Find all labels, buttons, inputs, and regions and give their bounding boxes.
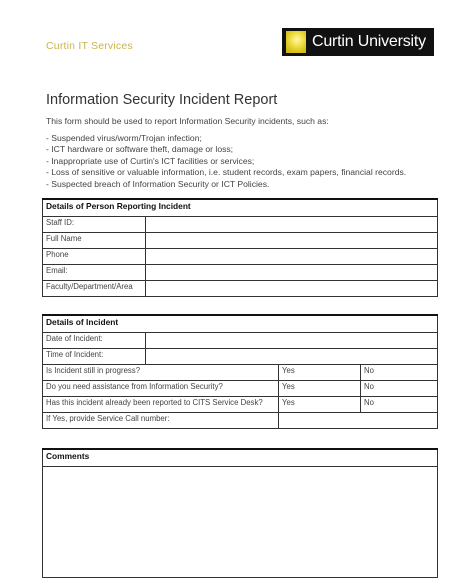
field-label: Staff ID: <box>43 217 146 233</box>
field-label: Date of Incident: <box>43 333 146 349</box>
no-option[interactable]: No <box>361 397 438 413</box>
list-item: - Loss of sensitive or valuable information, i.e. student records, exam papers, financial records. <box>46 167 406 178</box>
section-heading: Details of Incident <box>43 315 438 333</box>
service-call-field[interactable] <box>279 413 438 429</box>
yes-option[interactable]: Yes <box>279 381 361 397</box>
intro-text: This form should be used to report Information Security incidents, such as: <box>46 116 329 126</box>
list-item: - Inappropriate use of Curtin's ICT facilities or services; <box>46 156 406 167</box>
staff-id-field[interactable] <box>146 217 438 233</box>
list-item: - Suspended virus/worm/Trojan infection; <box>46 133 406 144</box>
field-label: Faculty/Department/Area <box>43 281 146 297</box>
section-heading: Comments <box>43 449 438 467</box>
field-label: Email: <box>43 265 146 281</box>
field-label: Time of Incident: <box>43 349 146 365</box>
yes-option[interactable]: Yes <box>279 365 361 381</box>
incident-types-list <box>46 133 406 190</box>
list-item: - ICT hardware or software theft, damage or loss; <box>46 144 406 155</box>
sun-emblem-icon <box>286 31 306 53</box>
question-label: If Yes, provide Service Call number: <box>43 413 279 429</box>
curtin-logo <box>282 28 434 56</box>
phone-field[interactable] <box>146 249 438 265</box>
full-name-field[interactable] <box>146 233 438 249</box>
comments-table <box>42 448 438 578</box>
logo-text: Curtin University <box>312 33 426 50</box>
faculty-field[interactable] <box>146 281 438 297</box>
question-label: Is Incident still in progress? <box>43 365 279 381</box>
comments-field[interactable] <box>43 467 438 578</box>
no-option[interactable]: No <box>361 381 438 397</box>
incident-time-field[interactable] <box>146 349 438 365</box>
page-title: Information Security Incident Report <box>46 92 278 108</box>
field-label: Full Name <box>43 233 146 249</box>
email-field[interactable] <box>146 265 438 281</box>
department-name: Curtin IT Services <box>46 40 133 52</box>
reporter-details-table <box>42 198 438 297</box>
yes-option[interactable]: Yes <box>279 397 361 413</box>
incident-details-table <box>42 314 438 429</box>
list-item: - Suspected breach of Information Security or ICT Policies. <box>46 179 406 190</box>
question-label: Has this incident already been reported to CITS Service Desk? <box>43 397 279 413</box>
field-label: Phone <box>43 249 146 265</box>
question-label: Do you need assistance from Information Security? <box>43 381 279 397</box>
incident-date-field[interactable] <box>146 333 438 349</box>
section-heading: Details of Person Reporting Incident <box>43 199 438 217</box>
no-option[interactable]: No <box>361 365 438 381</box>
